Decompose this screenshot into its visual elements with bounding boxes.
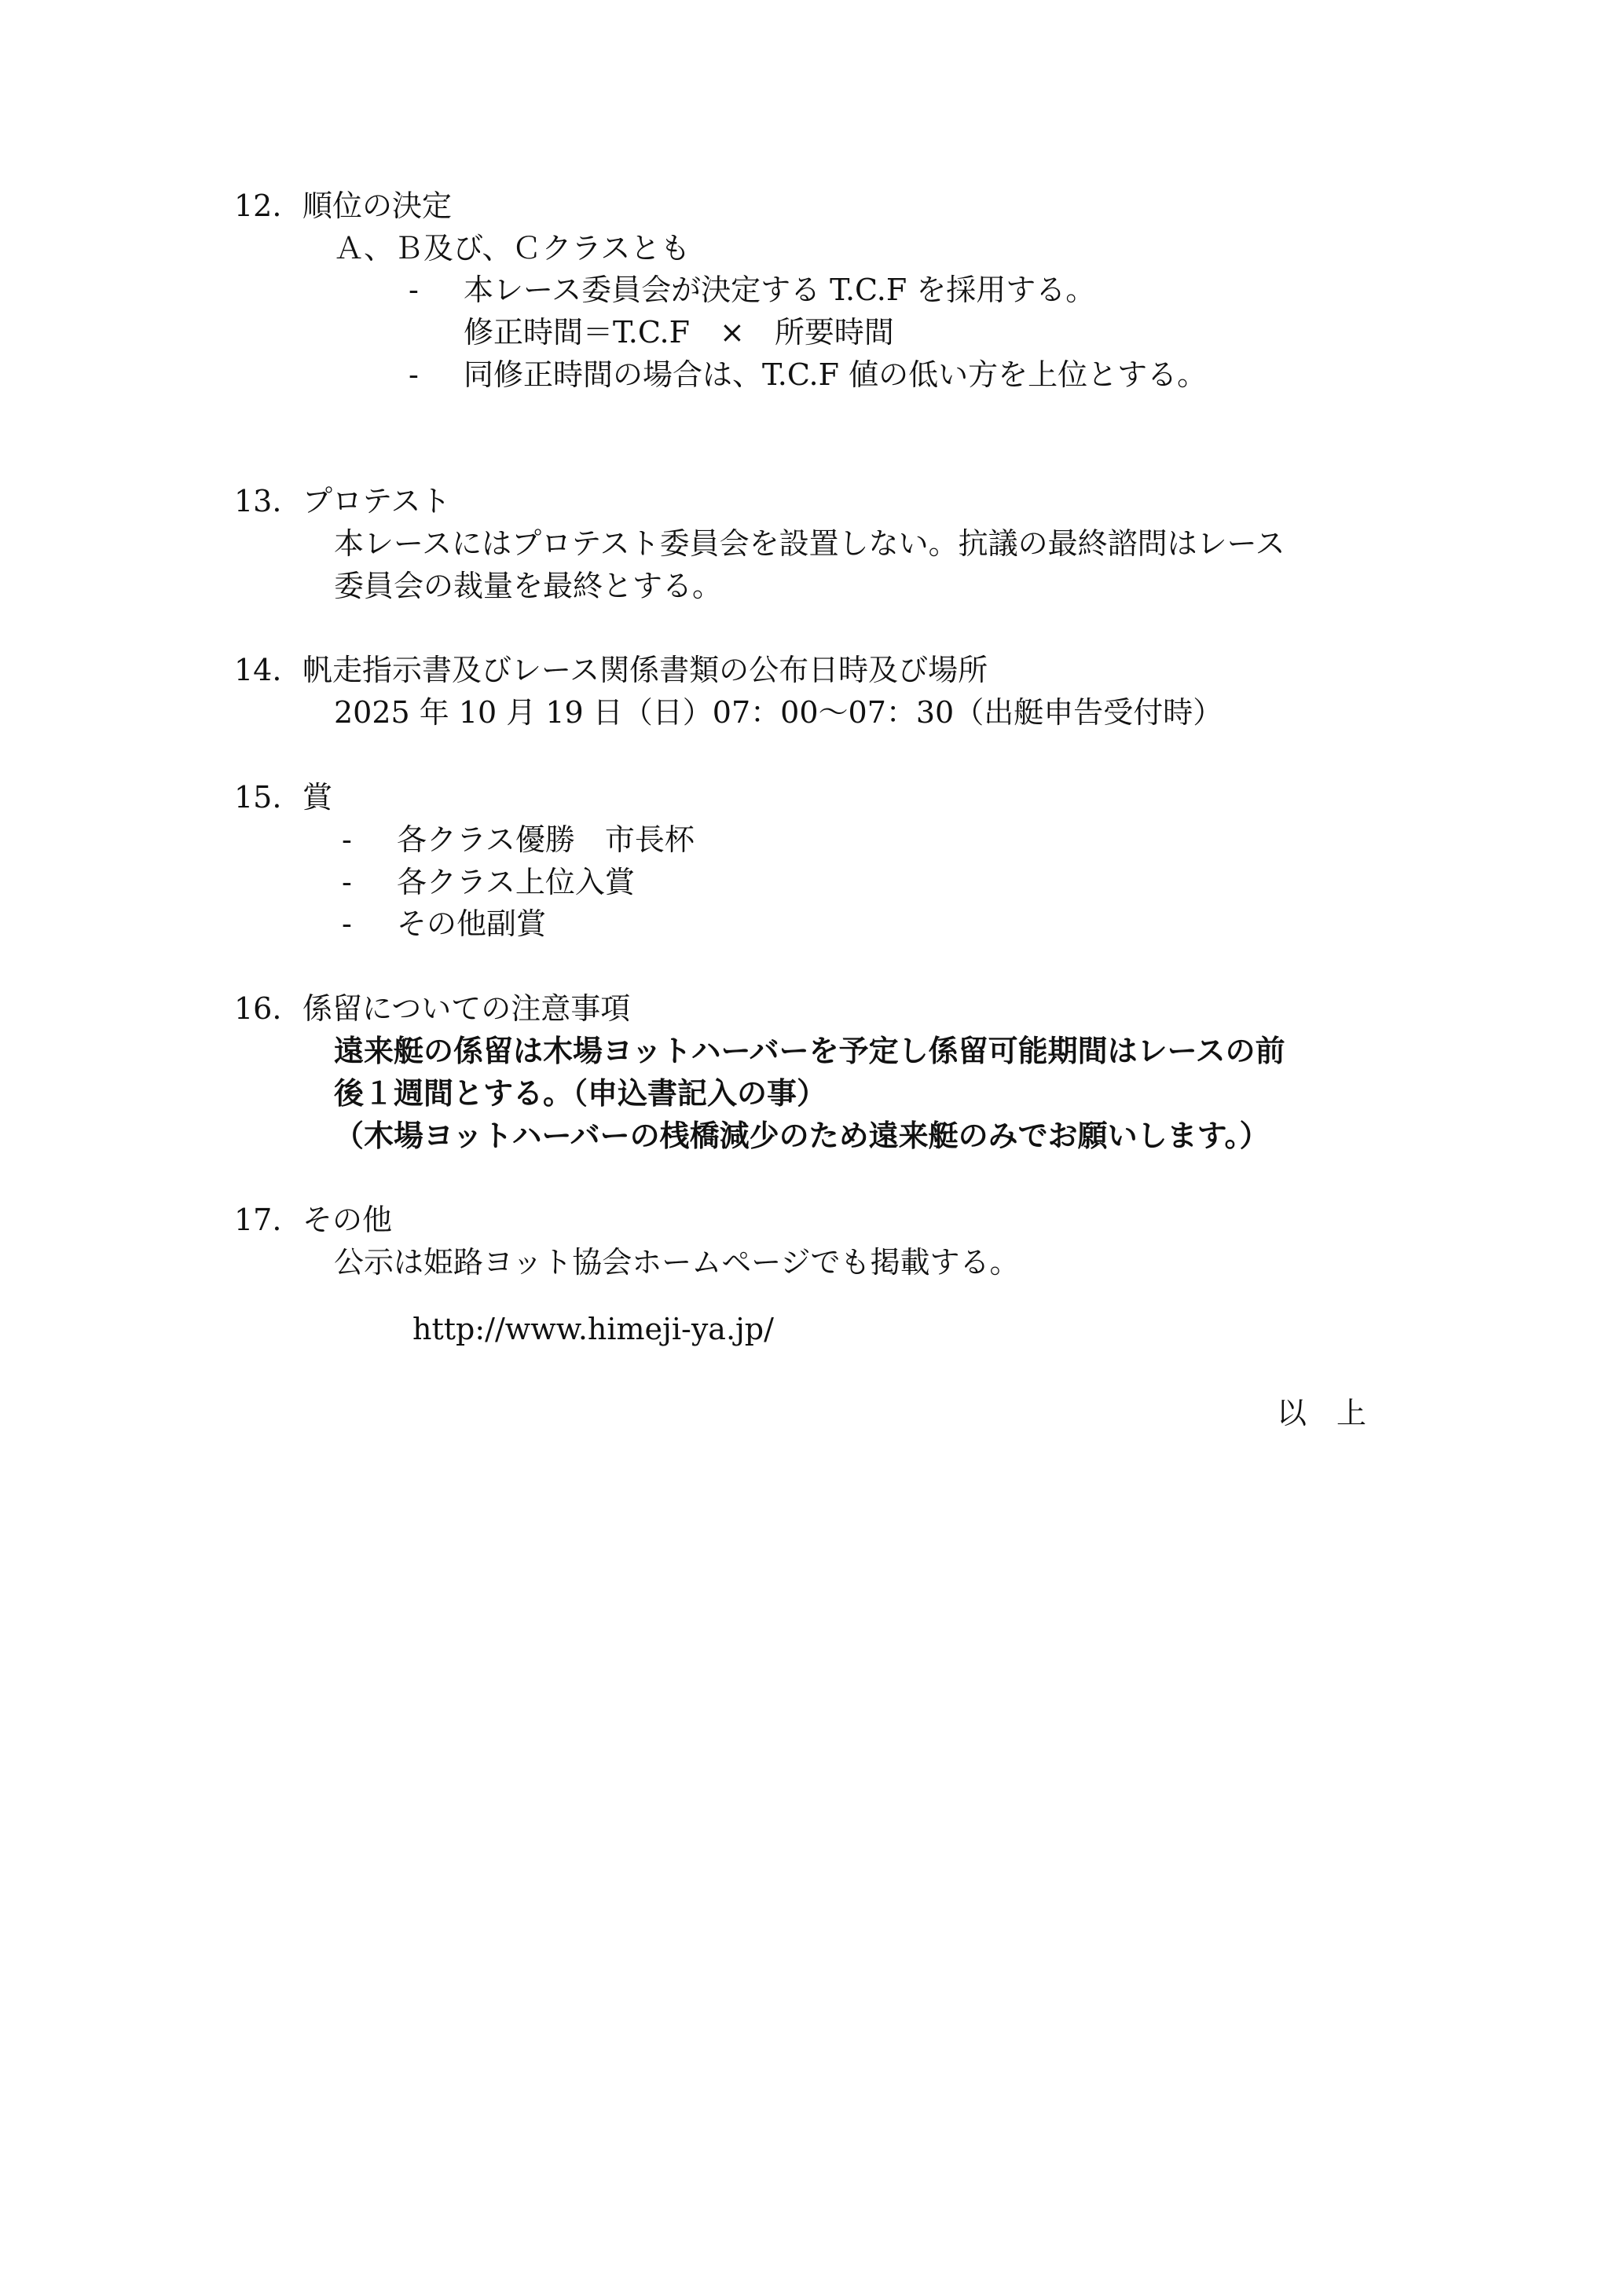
body-line: 本レースにはプロテスト委員会を設置しない。抗議の最終諮問はレース: [334, 526, 1285, 561]
section-number: 16.: [234, 991, 282, 1026]
list-item: 各クラス優勝 市長杯: [397, 822, 695, 857]
list-item: 同修正時間の場合は、T.C.F 値の低い方を上位とする。: [464, 357, 1208, 392]
section-number: 13.: [234, 484, 282, 518]
body-line: 後１週間とする。（申込書記入の事）: [334, 1075, 827, 1111]
body-line: （木場ヨットハーバーの桟橋減少のため遠来艇のみでお願いします。）: [334, 1118, 1270, 1153]
closing-mark: 以 上: [1277, 1396, 1367, 1430]
list-item: 本レース委員会が決定する T.C.F を採用する。: [464, 273, 1096, 307]
website-url: http://www.himeji-ya.jp/: [412, 1312, 774, 1346]
body-line: 委員会の裁量を最終とする。: [334, 569, 723, 603]
section-heading: その他: [302, 1203, 393, 1237]
section-number: 17.: [234, 1203, 282, 1237]
list-item: その他副賞: [397, 906, 547, 941]
section-heading: 係留についての注意事項: [302, 991, 631, 1026]
section-number: 12.: [234, 189, 282, 223]
list-dash: -: [409, 273, 419, 307]
body-line: 2025 年 10 月 19 日（日）07：00～07：30（出艇申告受付時）: [334, 695, 1223, 730]
list-dash: -: [342, 865, 352, 899]
body-line: 遠来艇の係留は木場ヨットハーバーを予定し係留可能期間はレースの前: [334, 1033, 1285, 1068]
section-heading: 賞: [302, 780, 333, 815]
formula-line: 修正時間＝T.C.F × 所要時間: [464, 315, 894, 350]
list-dash: -: [409, 357, 419, 392]
section-heading: 帆走指示書及びレース関係書類の公布日時及び場所: [302, 653, 988, 687]
section-number: 14.: [234, 653, 282, 687]
section-number: 15.: [234, 780, 282, 815]
body-line: Ａ、Ｂ及び、Ｃクラスとも: [334, 231, 691, 265]
list-item: 各クラス上位入賞: [397, 865, 635, 899]
body-line: 公示は姫路ヨット協会ホームページでも掲載する。: [334, 1245, 1020, 1280]
list-dash: -: [342, 822, 352, 857]
list-dash: -: [342, 906, 352, 941]
section-heading: プロテスト: [302, 484, 451, 518]
section-heading: 順位の決定: [302, 189, 453, 223]
